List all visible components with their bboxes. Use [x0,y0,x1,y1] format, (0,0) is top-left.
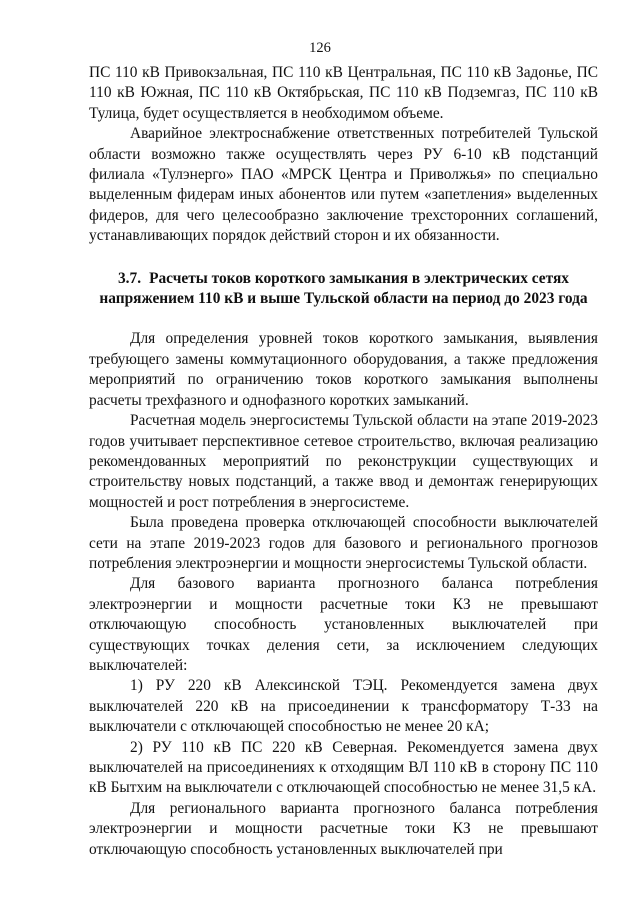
paragraph-base-scenario: Для базового варианта прогнозного баланса потребления электроэнергии и мощности расчетные токи КЗ не превышают отключающую способность установленных выключателей при существующих точках деления сети, за исключением следующих выключателей: [89,575,598,674]
list-item: 1) РУ 220 кВ Алексинской ТЭЦ. Рекомендуется замена двух выключателей 220 кВ на присоединении к трансформатору Т-33 на выключатели с отключающей способностью не менее 20 кА; [89,677,598,736]
paragraph-emergency-supply: Аварийное электроснабжение ответственных потребителей Тульской области возможно также осуществлять через РУ 6-10 кВ подстанций филиала «Тулэнерго» ПАО «МРСК Центра и Приволжья» по специально выделенным фидерам иных абонентов или путем «запетления» выделенных фидеров, для чего целесообразно заключение трехсторонних соглашений, устанавливающих порядок действий сторон и их обязанности. [89,125,598,245]
list-item: 2) РУ 110 кВ ПС 220 кВ Северная. Рекомендуется замена двух выключателей на присоединениях к отходящим ВЛ 110 кВ в сторону ПС 110 кВ Бытхим на выключатели с отключающей способностью не менее 31,5 кА. [89,738,598,797]
page-number: 126 [309,40,331,56]
paragraph-purpose: Для определения уровней токов короткого замыкания, выявления требующего замены коммутационного оборудования, а также предложения мероприятий по ограничению токов короткого замыкания выполнены расчеты трехфазного и однофазного коротких замыканий. [89,330,598,409]
paragraph-regional-scenario: Для регионального варианта прогнозного баланса потребления электроэнергии и мощности расчетные токи КЗ не превышают отключающую способность установленных выключателей при [89,799,598,858]
paragraph-model: Расчетная модель энергосистемы Тульской области на этапе 2019-2023 годов учитывает перспективное сетевое строительство, включая реализацию рекомендованных мероприятий по реконструкции существующих и строительству новых подстанций, а также ввод и демонтаж генерирующих мощностей и рост потребления в энергосистеме. [89,412,598,511]
section-heading [89,269,598,310]
paragraph-substations-list: ПС 110 кВ Привокзальная, ПС 110 кВ Центральная, ПС 110 кВ Задонье, ПС 110 кВ Южная, ПС 110 кВ Октябрьская, ПС 110 кВ Подземгаз, ПС 110 кВ Тулица, будет осуществляется в необходимом объеме. [89,64,598,122]
paragraph-check: Была проведена проверка отключающей способности выключателей сети на этапе 2019-2023 годов для базового и регионального прогнозов потребления электроэнергии и мощности энергосистемы Тульской области. [89,514,598,572]
document-body [89,63,598,860]
section-title: Расчеты токов короткого замыкания в электрических сетях напряжением 110 кВ и выше Тульской области на период до 2023 года [99,269,588,308]
section-number: 3.7. [117,269,142,287]
